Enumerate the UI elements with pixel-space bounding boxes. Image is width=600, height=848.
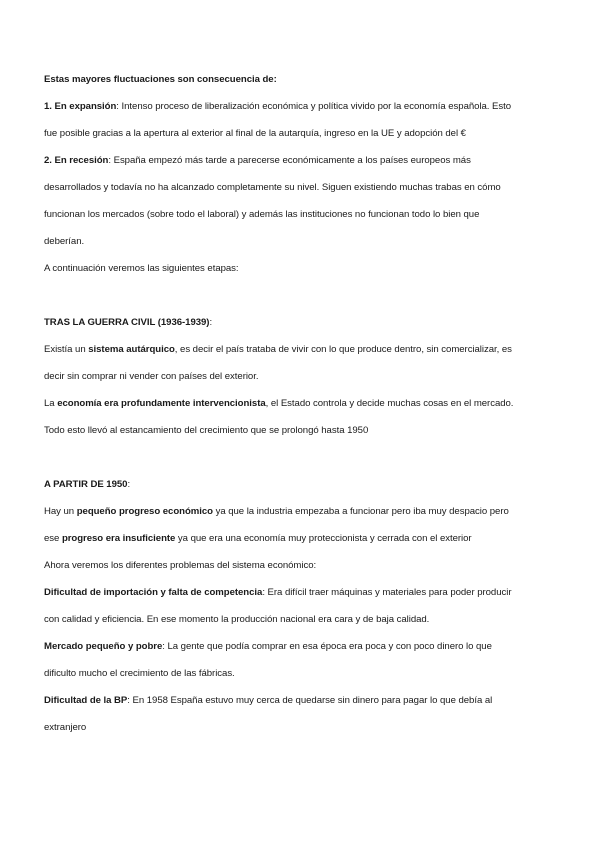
from-1950-p1-line-1: Hay un pequeño progreso económico ya que la industria empezaba a funcionar pero iba muy despacio pero bbox=[44, 506, 509, 517]
from-1950-p1-line-2: ese progreso era insuficiente ya que era una economía muy proteccionista y cerrada con el exterior bbox=[44, 533, 472, 544]
recession-label: 2. En recesión bbox=[44, 155, 109, 166]
problem-2-line-1: Mercado pequeño y pobre: La gente que podía comprar en esa época era poca y con poco dinero lo que bbox=[44, 641, 492, 652]
recession-line-4: deberían. bbox=[44, 236, 85, 247]
civil-war-heading: TRAS LA GUERRA CIVIL (1936-1939): bbox=[44, 317, 213, 328]
intro-heading: Estas mayores fluctuaciones son consecuencia de: bbox=[44, 74, 277, 85]
civil-war-p2: La economía era profundamente intervencionista, el Estado controla y decide muchas cosas en el mercado. bbox=[44, 398, 514, 409]
recession-line-1: 2. En recesión: España empezó más tarde a parecerse económicamente a los países europeos más bbox=[44, 155, 471, 166]
stages-intro: A continuación veremos las siguientes etapas: bbox=[44, 263, 239, 274]
problem-3-line-1: Dificultad de la BP: En 1958 España estuvo muy cerca de quedarse sin dinero para pagar lo que debía al bbox=[44, 695, 493, 706]
problem-1-line-2: con calidad y eficiencia. En ese momento la producción nacional era cara y de baja calidad. bbox=[44, 614, 430, 625]
from-1950-heading: A PARTIR DE 1950: bbox=[44, 479, 131, 490]
problem-3-line-2: extranjero bbox=[44, 722, 87, 733]
expansion-line-2: fue posible gracias a la apertura al exterior al final de la autarquía, ingreso en la UE y adopción del € bbox=[44, 128, 466, 139]
expansion-line-1: 1. En expansión: Intenso proceso de liberalización económica y política vivido por la economía española. Esto bbox=[44, 101, 512, 112]
civil-war-p1-line-1: Existía un sistema autárquico, es decir el país trataba de vivir con lo que produce dentro, sin comercializar, es bbox=[44, 344, 512, 355]
recession-line-2: desarrollados y todavía no ha alcanzado completamente su nivel. Siguen existiendo muchas trabas en cómo bbox=[44, 182, 501, 193]
recession-line-3: funcionan los mercados (sobre todo el laboral) y además las instituciones no funcionan todo lo bien que bbox=[44, 209, 480, 220]
from-1950-p2: Ahora veremos los diferentes problemas del sistema económico: bbox=[44, 560, 317, 571]
problem-2-line-2: dificulto mucho el crecimiento de las fábricas. bbox=[44, 668, 235, 679]
civil-war-p1-line-2: decir sin comprar ni vender con países del exterior. bbox=[44, 371, 259, 382]
problem-1-line-1: Dificultad de importación y falta de competencia: Era difícil traer máquinas y materiales para poder producir bbox=[44, 587, 512, 598]
expansion-label: 1. En expansión bbox=[44, 101, 117, 112]
civil-war-p3: Todo esto llevó al estancamiento del crecimiento que se prolongó hasta 1950 bbox=[44, 425, 369, 436]
